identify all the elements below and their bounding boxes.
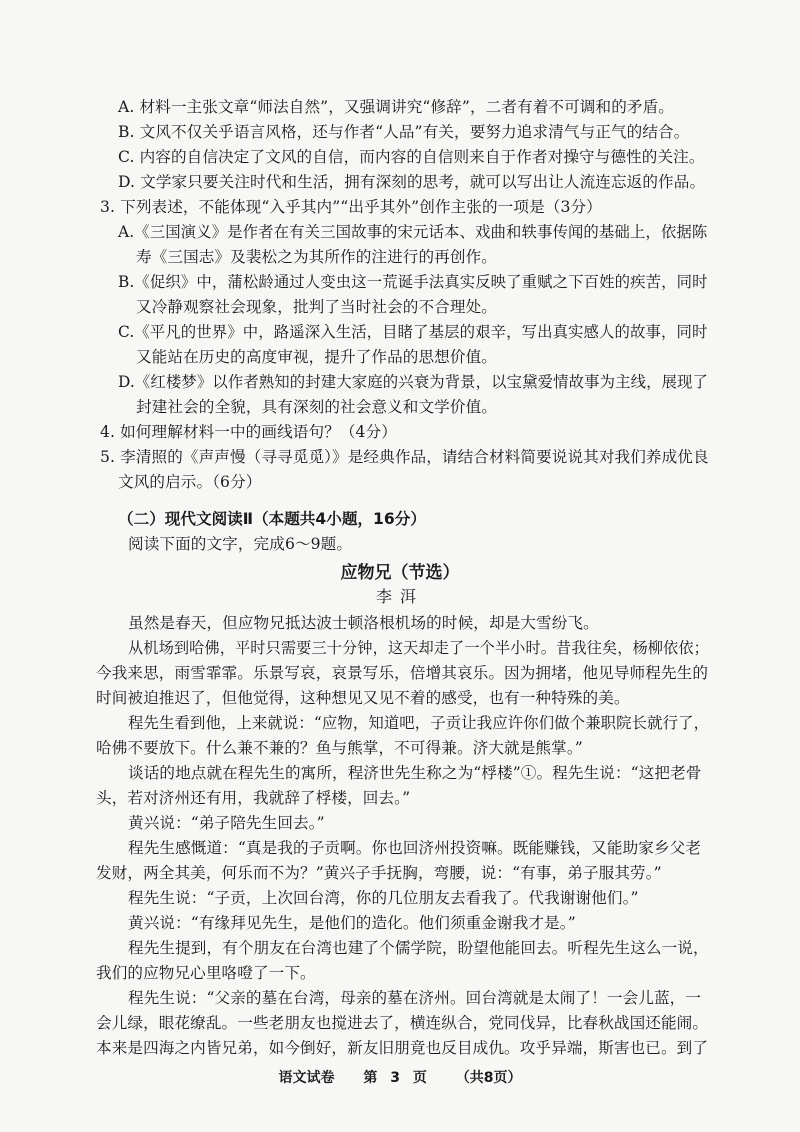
q2-option-c: C. 内容的自信决定了文风的自信，而内容的自信则来自于作者对操守与德性的关注。 <box>118 148 705 166</box>
page-footer <box>0 1068 800 1088</box>
section-instruction: 阅读下面的文字，完成6～9题。 <box>128 535 353 553</box>
passage-line: 黄兴说：“弟子陪先生回去。” <box>128 814 325 832</box>
passage-title: 应物兄（节选） <box>340 563 460 583</box>
passage-line: 黄兴说：“有缘拜见先生，是他们的造化。他们须重金谢我才是。” <box>128 914 576 932</box>
passage-line: 程先生看到他，上来就说：“应物，知道吧，子贡让我应许你们做个兼职院长就行了， <box>128 714 710 732</box>
q3-option-c-line2: 又能站在历史的高度审视，提升了作品的思想价值。 <box>136 348 497 366</box>
passage-line: 头，若对济州还有用，我就辞了桴楼，回去。” <box>96 789 411 807</box>
q3-option-c-line1: C.《平凡的世界》中，路遥深入生活，目睹了基层的艰辛，写出真实感人的故事，同时 <box>118 323 708 341</box>
passage-line: 程先生说：“子贡，上次回台湾，你的几位朋友去看我了。代我谢谢他们。” <box>128 889 639 907</box>
q5-stem-line2: 文风的启示。（6分） <box>118 473 262 491</box>
passage-author: 李洱 <box>375 587 424 606</box>
passage-line: 发财，两全其美，何乐而不为？”黄兴子手抚胸，弯腰，说：“有事，弟子服其劳。” <box>96 864 662 882</box>
q3-stem: 3. 下列表述，不能体现“入乎其内”“出乎其外”创作主张的一项是（3分） <box>100 198 602 216</box>
passage-line: 会儿绿，眼花缭乱。一些老朋友也搅进去了，横连纵合，党同伐异，比春秋战国还能闹。 <box>96 1014 709 1032</box>
passage-line: 哈佛不要放下。什么兼不兼的？鱼与熊掌，不可得兼。济大就是熊掌。” <box>96 739 583 757</box>
q3-option-b-line1: B.《促织》中，蒲松龄通过人变虫这一荒诞手法真实反映了重赋之下百姓的疾苦，同时 <box>118 273 708 291</box>
q3-option-d-line1: D.《红楼梦》以作者熟知的封建大家庭的兴衰为背景，以宝黛爱情故事为主线，展现了 <box>118 373 709 391</box>
passage-line: 程先生说：“父亲的墓在台湾，母亲的墓在济州。回台湾就是太闹了！一会儿蓝，一 <box>128 989 702 1007</box>
passage-line: 虽然是春天，但应物兄抵达波士顿洛根机场的时候，却是大雪纷飞。 <box>128 614 599 632</box>
passage-line: 从机场到哈佛，平时只需要三十分钟，这天却走了一个半小时。昔我往矣，杨柳依依； <box>128 639 709 657</box>
footer-page: 第 3 页 <box>363 1070 427 1086</box>
passage-line: 我们的应物兄心里咯噔了一下。 <box>96 964 316 982</box>
q3-option-a-line2: 寿《三国志》及裴松之为其所作的注进行的再创作。 <box>136 248 497 266</box>
q3-option-b-line2: 又冷静观察社会现象，批判了当时社会的不合理处。 <box>136 298 497 316</box>
section-heading: （二）现代文阅读Ⅱ（本题共4小题，16分） <box>118 510 426 528</box>
passage-line: 程先生提到，有个朋友在台湾也建了个儒学院，盼望他能回去。听程先生这么一说， <box>128 939 709 957</box>
passage-line: 时间被迫推迟了，但他觉得，这种想见又见不着的感受，也有一种特殊的美。 <box>96 689 630 707</box>
q5-stem-line1: 5. 李清照的《声声慢（寻寻觅觅）》是经典作品，请结合材料简要说说其对我们养成优良 <box>100 448 709 466</box>
passage-line: 本来是四海之内皆兄弟，如今倒好，新友旧朋竟也反目成仇。攻乎异端，斯害也已。到了 <box>96 1039 709 1057</box>
passage-line: 程先生感慨道：“真是我的子贡啊。你也回济州投资嘛。既能赚钱，又能助家乡父老 <box>128 839 702 857</box>
footer-subject: 语文试卷 <box>278 1070 335 1086</box>
q4-stem: 4. 如何理解材料一中的画线语句？（4分） <box>100 423 397 441</box>
q3-option-a-line1: A.《三国演义》是作者在有关三国故事的宋元话本、戏曲和轶事传闻的基础上，依据陈 <box>118 223 708 241</box>
q3-option-d-line2: 封建社会的全貌，具有深刻的社会意义和文学价值。 <box>136 398 497 416</box>
passage-line: 今我来思，雨雪霏霏。乐景写哀，哀景写乐，倍增其哀乐。因为拥堵，他见导师程先生的 <box>96 664 709 682</box>
q2-option-d: D. 文学家只要关注时代和生活，拥有深刻的思考，就可以写出让人流连忘返的作品。 <box>118 173 706 191</box>
q2-option-b: B. 文风不仅关乎语言风格，还与作者“人品”有关，要努力追求清气与正气的结合。 <box>118 123 690 141</box>
footer-total: （共8页） <box>455 1070 522 1086</box>
passage-line: 谈话的地点就在程先生的寓所，程济世先生称之为“桴楼”①。程先生说：“这把老骨 <box>128 764 702 782</box>
q2-option-a: A. 材料一主张文章“师法自然”，又强调讲究“修辞”，二者有着不可调和的矛盾。 <box>118 98 674 116</box>
